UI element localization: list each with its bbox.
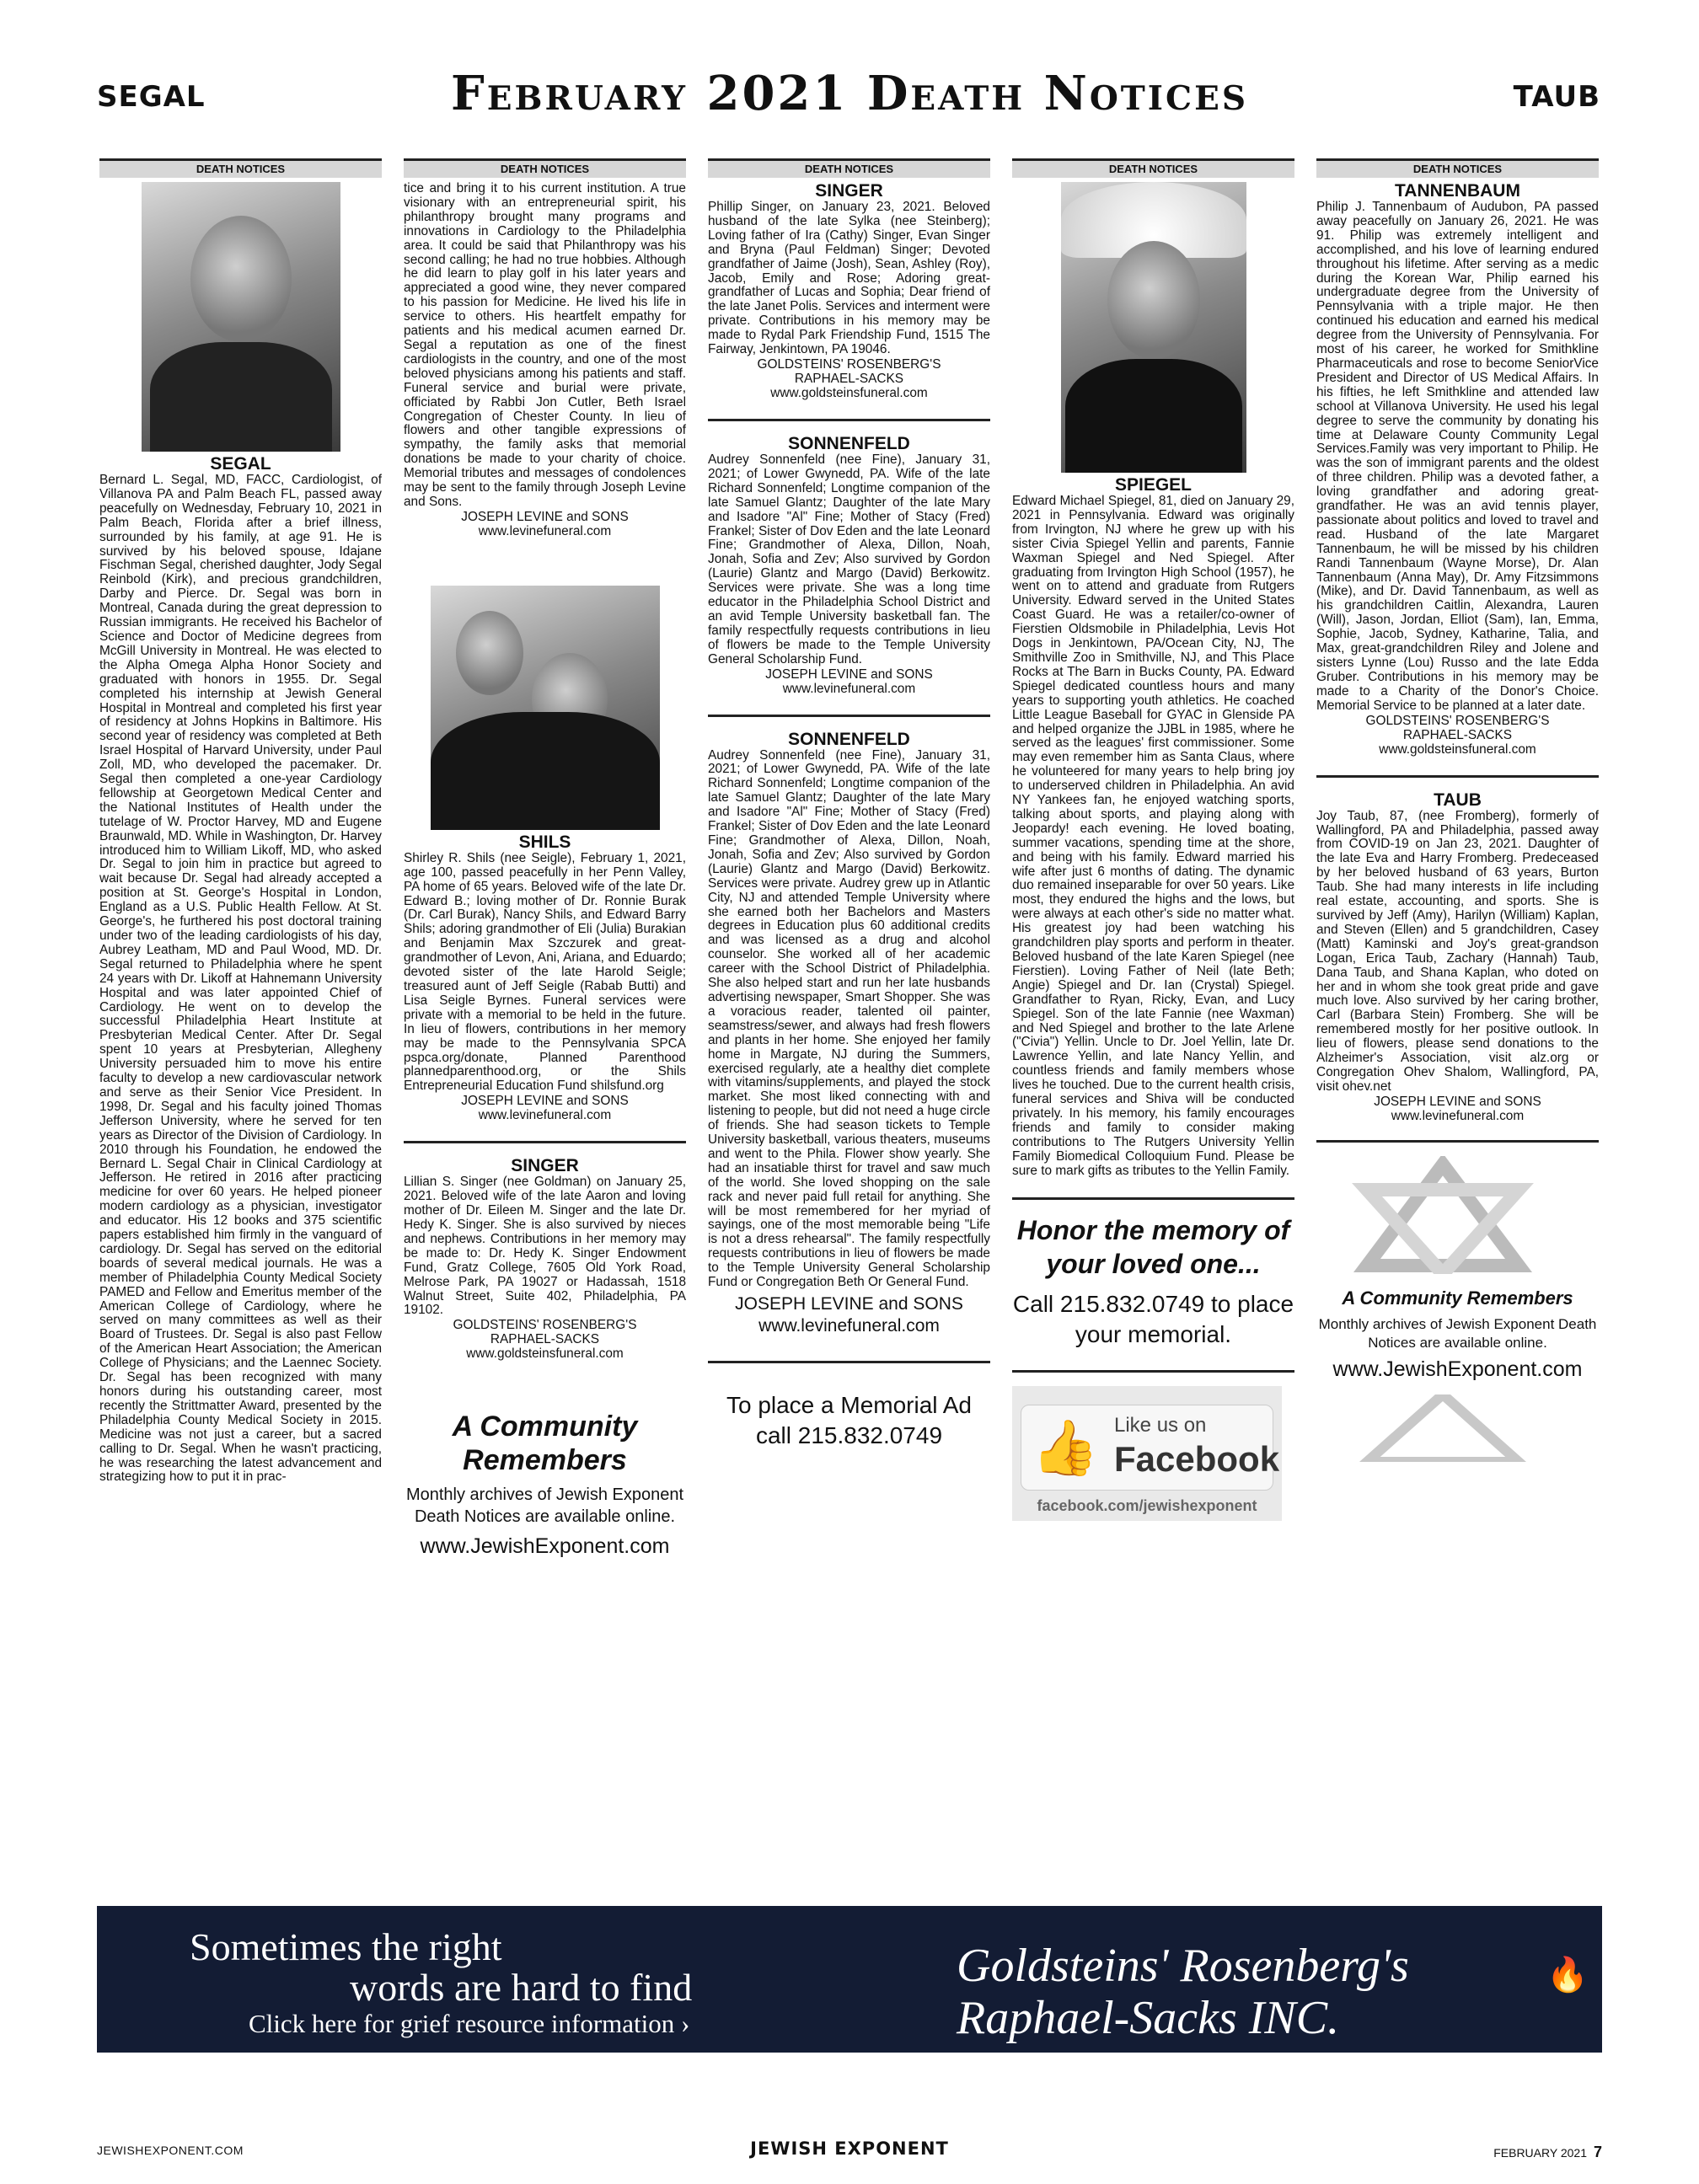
- column-4: [1012, 158, 1294, 1521]
- ad-title: Honor the memory of your loved one...: [1016, 1214, 1290, 1279]
- banner-line-2: words are hard to find: [350, 1966, 693, 2009]
- header-right-name: TAUB: [1513, 80, 1600, 114]
- facebook-brand: Facebook: [1114, 1438, 1280, 1479]
- funeral-home: JOSEPH LEVINE and SONS: [735, 1294, 963, 1314]
- funeral-home-url[interactable]: www.levinefuneral.com: [758, 1316, 940, 1336]
- funeral-home-2: RAPHAEL-SACKS: [1402, 727, 1513, 742]
- column-3: [708, 158, 990, 1451]
- funeral-home: JOSEPH LEVINE and SONS: [1374, 1094, 1541, 1109]
- memorial-ad-box[interactable]: [708, 1390, 990, 1451]
- facebook-like-label: Like us on: [1114, 1413, 1207, 1437]
- grief-resource-banner[interactable]: [97, 1906, 1602, 2053]
- obituary-text: Lillian S. Singer (nee Goldman) on January 25, 2021. Beloved wife of the late Aaron and loving mother of Dr. Eileen M. Singer and the late Dr. Hedy K. Singer. She is also survived by nieces and nephews. Contributions in her memory may be made to: Dr. Hedy K. Singer Endowment Fund, Gratz College, 7605 Old York Road, Melrose Park, PA 19027 or Hadassah, 1518 Walnut Street, Suite 402, Philadelphia, PA 19102.: [404, 1175, 686, 1318]
- page-number: 7: [1593, 2144, 1602, 2160]
- column-header: DEATH NOTICES: [404, 158, 686, 178]
- funeral-home-url[interactable]: www.levinefuneral.com: [478, 1108, 612, 1123]
- ad-text: Monthly archives of Jewish Exponent Death Notices are available online.: [405, 1485, 684, 1527]
- footer-site[interactable]: JEWISHEXPONENT.COM: [97, 2144, 244, 2157]
- header-left-name: SEGAL: [97, 80, 206, 114]
- community-remembers-ad[interactable]: [1316, 1287, 1599, 1383]
- column-1: [99, 158, 382, 1485]
- obituary-text: Joy Taub, 87, (nee Fromberg), formerly of Wallingford, PA and Philadelphia, passed away from COVID-19 on Jan 23, 2021. Daughter of the late Eva and Harry Fromberg. Predeceased by her beloved husband of 63 years, Burton Taub. She had many interests in life including real estate, accounting, and sports. She is survived by Jeff (Amy), Harilyn (William) Kaplan, and Steven (Ellen) and 5 grandchildren, Casey (Matt) Kaminski and Joy's great-grandson Logan, Erica Taub, Zachary (Hannah) Taub, Dana Taub, and Shana Kaplan, who doted on her and in whom she took great pride and gave much love. Also survived by her caring brother, Carl (Barbara Stein) Fromberg. She will be remembered mostly for her positive outlook. In lieu of flowers, please send donations to the Alzheimer's Association, visit alz.org or Congregation Ohev Shalom, Wallingford, PA, visit ohev.net: [1316, 808, 1599, 1094]
- obituary-name: SONNENFELD: [788, 433, 910, 453]
- obituary-name: SINGER: [815, 181, 883, 201]
- divider: [708, 419, 990, 421]
- star-of-david-icon: [1316, 1156, 1569, 1274]
- flame-icon: 🔥: [1546, 1956, 1589, 1994]
- spiegel-photo: [1061, 182, 1246, 473]
- ad-text: Monthly archives of Jewish Exponent Death Notices are available online.: [1318, 1315, 1597, 1351]
- funeral-home-2: RAPHAEL-SACKS: [794, 371, 904, 386]
- banner-link[interactable]: Click here for grief resource information ›: [249, 2009, 690, 2038]
- funeral-home-url[interactable]: www.levinefuneral.com: [782, 681, 916, 696]
- funeral-home-2: RAPHAEL-SACKS: [490, 1332, 600, 1347]
- funeral-home: JOSEPH LEVINE and SONS: [765, 666, 933, 682]
- divider: [404, 1141, 686, 1143]
- ad-title: To place a Memorial Ad: [726, 1392, 973, 1418]
- funeral-home-url[interactable]: www.levinefuneral.com: [478, 523, 612, 538]
- obituary-text: Audrey Sonnenfeld (nee Fine), January 31, 2021; of Lower Gwynedd, PA. Wife of the late Richard Sonnenfeld; Longtime companion of the late Samuel Glantz; Daughter of the late Mary and Isadore "Al" Fine; Mother of Stacy (Fred) Frankel; Sister of Dov Eden and the late Leonard Fine; Grandmother of Alexa, Dillon, Noah, Jonah, Sofia and Zev; Also survived by Gordon (Laurie) Glantz and Margo (David) Berkowitz. Services were private. She was a long time educator in the Philadelphia School District and an avid Temple University basketball fan. The family respectfully requests contributions in lieu of flowers be made to the Temple University General Scholarship Fund.: [708, 452, 990, 666]
- obituary-text: Philip J. Tannenbaum of Audubon, PA passed away peacefully on January 26, 2021. He was 91. Philip was extremely intelligent and accomplished, and his love of learning endured throughout his lifetime. After serving as a medic during the Korean War, Philip earned his undergraduate degree from the University of Pennsylvania with a triple major. He then continued his education and earned his medical degree from the University of Pennsylvania. For most of his career, he worked for Smithkline Pharmaceuticals and rose to become SeniorVice President and Director of US Medical Affairs. In his fifties, he left Smithkline and attended law school at Villanova University. He used his legal degree to serve the community by donating his time at Delaware County Community Legal Services.Family was very important to Philip. He was the son of immigrant parents and the oldest of three children. Philip was a devoted father, a loving grandfather and adoring great-grandfather. He was an avid tennis player, passionate about politics and loved to travel and read. Husband of the late Margaret Tannenbaum, he will be missed by his children Randi Tannenbaum (Wayne Morse), Dr. Alan Tannenbaum (Anna May), Dr. Amy Fitzsimmons (Mike), and Dr. David Tannenbaum, as well as his grandchildren Caitlin, Alexandra, Lauren (Will), Jason, Jordan, Elliot (Sam), Ian, Emma, Sophie, Jacob, Sydney, Katharine, Talia, and Max, great-grandchildren Riley and Jolene and sisters Lynne (Lou) Russo and the late Edda Gruber. Contributions in his memory may be made to a Charity of the Donor's Choice. Memorial Service to be planned at a later date.: [1316, 200, 1599, 713]
- funeral-home-url[interactable]: www.goldsteinsfuneral.com: [770, 385, 928, 400]
- obituary-text: Phillip Singer, on January 23, 2021. Beloved husband of the late Sylka (nee Steinberg); Loving father of Ira (Cathy) Singer, Evan Singer and Bryna (Paul Feldman) Singer; Devoted grandfather of Jaime (Josh), Sean, Ashley (Roy), Jacob, Emily and Rose; Adoring great-grandfather of Lucas and Sophia; Dear friend of the late Janet Polis. Services and interment were private. Contributions in his memory may be made to Rydal Park Friendship Fund, 1515 The Fairway, Jenkintown, PA 19046.: [708, 200, 990, 357]
- community-remembers-ad[interactable]: [404, 1410, 686, 1560]
- divider: [708, 1361, 990, 1363]
- ad-phone: call 215.832.0749: [755, 1422, 943, 1448]
- column-header: DEATH NOTICES: [1012, 158, 1294, 178]
- obituary-name: SINGER: [511, 1156, 579, 1176]
- divider: [708, 715, 990, 717]
- divider: [1012, 1370, 1294, 1373]
- divider: [1316, 775, 1599, 778]
- funeral-home: JOSEPH LEVINE and SONS: [461, 509, 629, 524]
- obituary-text: Shirley R. Shils (nee Seigle), February 1, 2021, age 100, passed peacefully in her Penn Valley, PA home of 65 years. Beloved wife of the late Dr. Edward B.; loving mother of Dr. Ronnie Burak (Dr. Carl Burak), Nancy Shils, and Edward Barry Shils; adoring grandmother of Eli (Julia) Burakian and Benjamin Max Szczurek and great-grandmother of Levon, Ani, Ariana, and Eduardo; devoted sister of the late Harold Seigle; treasured aunt of Jeff Seigle (Rabab Butti) and Lisa Seigle Byrnes. Funeral services were private with a memorial to be held in the future. In lieu of flowers, contributions in her memory may be made to the Pennsylvania SPCA pspca.org/donate, Planned Parenthood plannedparenthood.org, or the Shils Entrepreneurial Education Fund shilsfund.org: [404, 850, 686, 1094]
- footer-issue: FEBRUARY 2021: [1493, 2146, 1587, 2160]
- banner-brand: Goldsteins' Rosenberg's Raphael-Sacks INC.: [957, 1940, 1409, 2044]
- funeral-home: GOLDSTEINS' ROSENBERG'S: [1365, 713, 1550, 728]
- obituary-name: SPIEGEL: [1114, 475, 1193, 495]
- banner-line-1: Sometimes the right: [190, 1925, 502, 1968]
- footer-date: [1493, 2144, 1602, 2161]
- column-header: DEATH NOTICES: [99, 158, 382, 178]
- column-2: [404, 158, 686, 1560]
- thumbs-up-icon: 👍: [1032, 1416, 1099, 1478]
- obituary-text: Edward Michael Spiegel, 81, died on January 29, 2021 in Pennsylvania. Edward was originally from Irvington, NJ where he grew up with his sister Civia Spiegel Yellin and parents, Fannie Waxman Spiegel and Ned Spiegel. After graduating from Irvington High School (1957), he went on to attend and graduate from Rutgers University. Edward served in the United States Coast Guard. He was a retailer/co-owner of Fierstien Oldsmobile in Philadelphia, Levis Hot Dogs in Jenkintown, PA/Ocean City, NJ, The Smithville Zoo in Smithville, NJ, and This Place Rocks at The Barn in Bucks County, PA. Edward Spiegel dedicated countless hours and many years to supporting youth athletics. He coached Little League Baseball for GYAC in Glenside PA and helped organize the JJBL in 1985, where he served as the leagues' first commissioner. Some may even remember him as Santa Claus, where he volunteered for many years to help bring joy to underserved children in Philadelphia. An avid NY Yankees fan, he enjoyed watching sports, talking about sports, and playing along with Jeopardy! each evening. He loved boating, summer vacations, spending time at the shore, and being with his family. Edward married his wife after just 6 months of dating. The dynamic duo remained inseparable for over 50 years. Like most, they endured the highs and the lows, but were always at each other's side no matter what. His greatest joy had been watching his grandchildren play sports and perform in theater. Beloved husband of the late Karen Spiegel (nee Fierstien). Loving Father of Neil (late Beth; Angie) Spiegel and Dr. Ian (Crystal) Spiegel. Grandfather to Ryan, Ricky, Evan, and Lucy Spiegel. Son of the late Fannie (nee Waxman) and Ned Spiegel and brother to the late Arlene ("Civia") Yellin. Uncle to Dr. Joel Yellin, late Dr. Lawrence Yellin, and late Nancy Yellin, and countless friends and family members whose lives he touched. Due to the current health crisis, funeral services and Shiva will be conducted privately. In his memory, his family encourages friends and family to consider making contributions to The Rutgers University Yellin Family Biomedical Colloquium Fund. Please be sure to mark gifts as tributes to the Yellin Family.: [1012, 494, 1294, 1178]
- page-title: February 2021 Death Notices: [451, 66, 1248, 121]
- funeral-home-url[interactable]: www.levinefuneral.com: [1391, 1108, 1525, 1123]
- ad-url[interactable]: www.JewishExponent.com: [1332, 1357, 1583, 1381]
- facebook-url[interactable]: facebook.com/jewishexponent: [1037, 1496, 1257, 1514]
- funeral-home-url[interactable]: www.goldsteinsfuneral.com: [466, 1346, 624, 1362]
- honor-memory-ad[interactable]: [1012, 1213, 1294, 1350]
- column-header: DEATH NOTICES: [708, 158, 990, 178]
- column-header: DEATH NOTICES: [1316, 158, 1599, 178]
- segal-photo: [142, 182, 340, 452]
- funeral-home: GOLDSTEINS' ROSENBERG'S: [453, 1318, 637, 1333]
- obituary-name: TANNENBAUM: [1395, 181, 1520, 201]
- ad-phone: Call 215.832.0749 to place your memorial.: [1012, 1290, 1294, 1347]
- funeral-home: GOLDSTEINS' ROSENBERG'S: [757, 356, 941, 372]
- facebook-button[interactable]: [1021, 1405, 1280, 1491]
- obituary-name: SONNENFELD: [788, 729, 910, 749]
- funeral-home-url[interactable]: www.goldsteinsfuneral.com: [1379, 741, 1536, 757]
- obituary-text: Bernard L. Segal, MD, FACC, Cardiologist, of Villanova PA and Palm Beach FL, passed away peacefully on Wednesday, February 10, 2021 in Palm Beach, Florida after a brief illness, surrounded by his family, at age 91. He is survived by his beloved spouse, Idajane Fischman Segal, cherished daughter, Jody Segal Reinbold (Kirk), and precious grandchildren, Darby and Pierce. Dr. Segal was born in Montreal, Canada during the great depression to Russian immigrants. He received his Bachelor of Science and Doctor of Medicine degrees from McGill University in Montreal. He was elected to the Alpha Omega Alpha Honor Society and graduated with honors in 1955. Dr. Segal completed his internship at Jewish General Hospital in Montreal and completed his first year of residency at Johns Hopkins in Baltimore. His second year of residency was completed at Beth Israel Hospital of Harvard University, under Paul Zoll, MD, who developed the pacemaker. Dr. Segal then completed a one-year Cardiology fellowship at Georgetown Medical Center and the National Institutes of Health under the tutelage of W. Proctor Harvey, MD and Eugene Braunwald, MD. While in Washington, Dr. Harvey introduced him to William Likoff, MD, who asked Dr. Segal to join him in practice but agreed to wait because Dr. Segal had already accepted a position at St. George's Hospital in London, England as a U.S. Public Health Fellow. At St. George's, he furthered his post doctoral training under two of the leading cardiologists of his day, Aubrey Leatham, MD and Paul Wood, MD. Dr. Segal returned to Philadelphia where he spent 24 years with Dr. Likoff at Hahnemann University Hospital and was later appointed Chief of Cardiology. He went on to develop the successful Philadelphia Heart Institute at Presbyterian Medical Center. After Dr. Segal spent 10 years at Presbyterian, Allegheny University persuaded him to move his entire faculty to develop a new cardiovascular network and serve as their Senior Vice President. In 1998, Dr. Segal and his faculty joined Thomas Jefferson University, where he served for ten years as Director of the Division of Cardiology. In 2010 through his Foundation, he endowed the Bernard L. Segal Chair in Clinical Cardiology at Jefferson. He retired in 2016 after practicing medicine for over 60 years. He helped pioneer modern cardiology as a physician, investigator and educator. His 12 books and 375 scientific papers established him firmly in the vanguard of cardiology. Dr. Segal has served on the editorial boards of several medical journals. He was a member of Philadelphia County Medical Society PAMED and Fellow and Emeritus member of the American College of Cardiology, where he served on many committees as well as their Board of Trustees. Dr. Segal is also past Fellow of the American Heart Association; the American College of Physicians; and the Laennec Society. Dr. Segal has been recognized with many honors during his outstanding career, most recently the Strittmatter Award, presented by the Philadelphia County Medical Society in 2015. Medicine was not just a career, but a sacred calling to Dr. Segal. When he wasn't practicing, he was researching the latest advancement and strategizing how to put it in prac-: [99, 473, 382, 1485]
- column-5: [1316, 158, 1599, 1466]
- obituary-text-continued: tice and bring it to his current institution. A true visionary with an entrepreneurial spirit, his philanthropy brought many programs and innovations in Cardiology to the Philadelphia area. It could be said that Philanthropy was his second calling; he had no true hobbies. Although he did learn to play golf in his later years and appreciated a good wine, they never compared to his passion for Medicine. He lived his life in service to others. His heartfelt empathy for patients and his medical acumen earned Dr. Segal a reputation as one of the finest cardiologists in the country, and one of the most beloved physicians among his patients and staff. Funeral service and burial were private, officiated by Rabbi Jon Cutler, Beth Israel Congregation of Chester County. In lieu of flowers and other tangible expressions of sympathy, the family asks that memorial donations be made to your charity of choice. Memorial tributes and messages of condolences may be sent to the family through Joseph Levine and Sons.: [404, 181, 686, 509]
- obituary-text: Audrey Sonnenfeld (nee Fine), January 31, 2021; of Lower Gwynedd, PA. Wife of the late Richard Sonnenfeld; Longtime companion of the late Samuel Glantz; Daughter of the late Mary and Isadore "Al" Fine; Mother of Stacy (Fred) Frankel; Sister of Dov Eden and the late Leonard Fine; Grandmother of Alexa, Dillon, Noah, Jonah, Sofia and Zev; Also survived by Gordon (Laurie) Glantz and Margo (David) Berkowitz. Services were private. Audrey grew up in Atlantic City, NJ and attended Temple University where she earned both her Bachelors and Masters degrees in Education plus 60 additional credits and was licensed as a drug and alcohol counselor. She worked all of her academic career with the School District of Philadelphia. She also helped start and run her late husbands advertising newspaper, Smart Shopper. She was a voracious reader, talented oil painter, seamstress/sewer, and always had fresh flowers and plants in her home. She enjoyed her family home in Margate, NJ during the Summers, exercised regularly, ate a healthy diet complete with vitamins/supplements, and played the stock market. She most liked connecting with and listening to people, but did not need a huge circle of friends. She had season tickets to Temple University basketball, various theaters, museums and went to the Phila. Flower show yearly. She had an insatiable thirst for travel and saw much of the world. She loved shopping on the sale rack and never paid full retail for anything. She will be most remembered for her myriad of sayings, one of the most memorable being "Life is not a dress rehearsal". The family respectfully requests contributions in lieu of flowers be made to the Temple University General Scholarship Fund or Congregation Beth Or General Fund.: [708, 747, 990, 1290]
- star-of-david-icon: [1316, 1394, 1569, 1462]
- obituary-name: TAUB: [1434, 790, 1482, 810]
- ad-url[interactable]: www.JewishExponent.com: [420, 1534, 670, 1559]
- divider: [1012, 1197, 1294, 1200]
- obituary-name: SHILS: [518, 832, 571, 852]
- obituary-name: SEGAL: [210, 454, 271, 474]
- funeral-home: JOSEPH LEVINE and SONS: [461, 1094, 629, 1109]
- shils-photo: [431, 586, 660, 830]
- footer-publication: JEWISH EXPONENT: [750, 2138, 949, 2159]
- facebook-ad[interactable]: [1012, 1386, 1282, 1521]
- ad-title: A Community Remembers: [452, 1410, 638, 1477]
- ad-title: A Community Remembers: [1342, 1287, 1573, 1309]
- divider: [1316, 1140, 1599, 1143]
